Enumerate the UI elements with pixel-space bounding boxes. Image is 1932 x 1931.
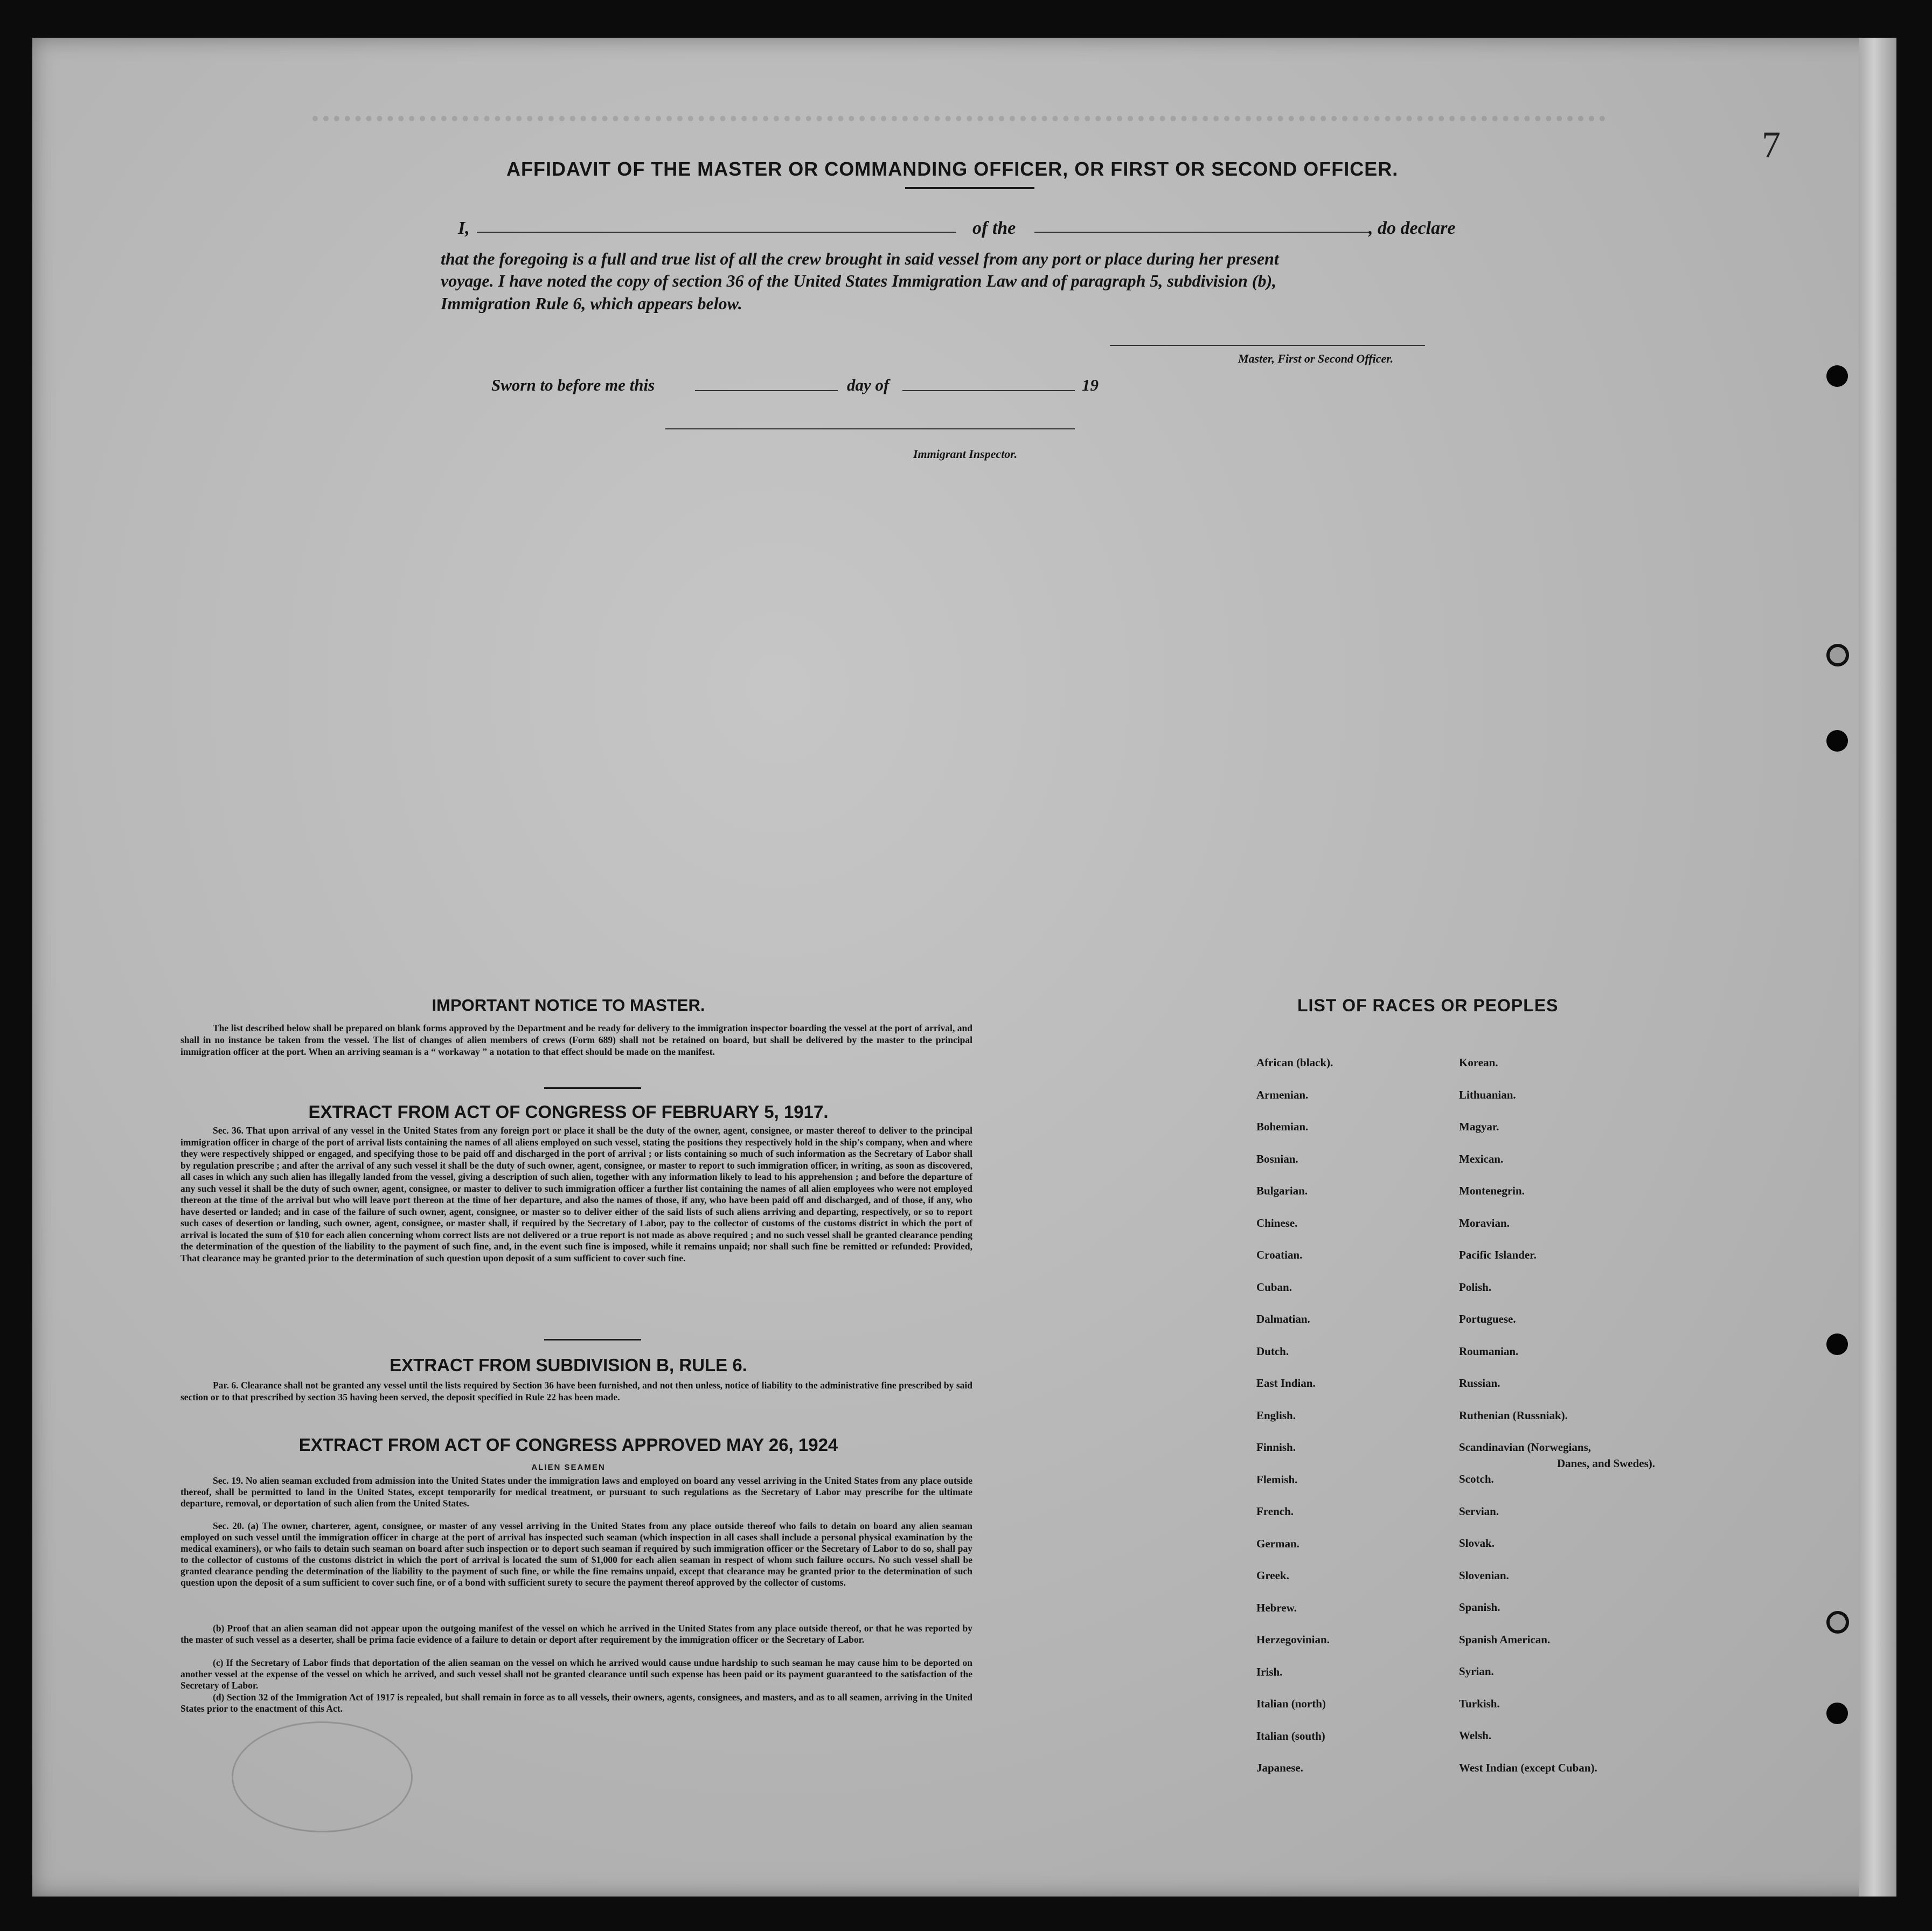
extract-1917-title: EXTRACT FROM ACT OF CONGRESS OF FEBRUARY 5, 1917.	[308, 1102, 829, 1122]
race-item: Italian (south)	[1256, 1729, 1325, 1742]
inspector-signature-field[interactable]	[665, 428, 1075, 429]
race-item: Croatian.	[1256, 1248, 1303, 1261]
race-item: Greek.	[1256, 1569, 1289, 1582]
notice-text: The list described below shall be prepared on blank forms approved by the Department and be ready for delivery to the immigration inspector boarding the vessel at the port of arrival, and shall in no instance be taken from the vessel. The list of changes of alien members of crews (Form 689) shall not be retained on board, but shall be delivered by the master to the principal immigration officer at the port. When an arriving seaman is a “ workaway ” a notation to that effect should be made on the manifest.	[180, 1023, 972, 1057]
race-item: Bulgarian.	[1256, 1184, 1308, 1197]
race-item: Welsh.	[1459, 1729, 1492, 1742]
race-item: Montenegrin.	[1459, 1184, 1525, 1197]
divider	[544, 1087, 641, 1089]
extract-1924-paragraph: (d) Section 32 of the Immigration Act of 1917 is repealed, but shall remain in force as to all vessels, their owners, agents, consignees, and masters, and as to all seamen, arriving in the United States prior to the enactment of this Act.	[180, 1692, 972, 1714]
binder-hole	[1826, 644, 1849, 666]
extract-1924-title: EXTRACT FROM ACT OF CONGRESS APPROVED MAY 26, 1924	[298, 1435, 838, 1455]
race-item: Russian.	[1459, 1377, 1500, 1390]
race-item: Mexican.	[1459, 1152, 1504, 1165]
binder-hole	[1826, 730, 1848, 752]
race-item: East Indian.	[1256, 1377, 1316, 1390]
race-item: Armenian.	[1256, 1088, 1309, 1101]
race-item: Slovak.	[1459, 1537, 1495, 1550]
race-item: Scandinavian (Norwegians,	[1459, 1441, 1592, 1454]
sworn-day-label: day of	[847, 376, 889, 394]
affidavit-title: AFFIDAVIT OF THE MASTER OR COMMANDING OFFICER, OR FIRST OR SECOND OFFICER.	[506, 158, 1399, 180]
race-item: French.	[1256, 1505, 1294, 1518]
sworn-date-field[interactable]	[695, 390, 838, 391]
bleed-through	[312, 116, 1606, 148]
extract-1924-paragraph: Sec. 20. (a) The owner, charterer, agent, consignee, or master of any vessel arriving in the United States from any place outside thereof who fails to detain on board any alien seaman employed on such vessel until the immigration officer in charge at the port of arrival has inspected such seaman (which inspection in all cases shall include a personal physical examination by the medical examiners), or who fails to detain such seaman on board after such inspection or to deport such seaman if required by such immigration officer or the Secretary of Labor to do so, shall pay to the collector of customs of the customs district in which the port of arrival is located the sum of $1,000 for each alien seaman in respect of whom such failure occurs. No such vessel shall be granted clearance pending the determination of the liability to the payment of such fine, or while the fine remains unpaid, except that clearance may be granted prior to the determination of such question upon the deposit of a sum sufficient to cover such fine, or of a bond with sufficient surety to secure the payment thereof approved by the collector of customs.	[180, 1520, 972, 1588]
inspector-signature-label: Immigrant Inspector.	[913, 447, 1018, 461]
race-item: Scotch.	[1459, 1472, 1494, 1485]
race-item: Lithuanian.	[1459, 1088, 1516, 1101]
notice-title: IMPORTANT NOTICE TO MASTER.	[432, 996, 705, 1015]
extract-1924-paragraph: (b) Proof that an alien seaman did not appear upon the outgoing manifest of the vessel on which he arrived in the United States from any place outside thereof, or that he was reported by the master of such vessel as a deserter, shall be prima facie evidence of a failure to detain or deport after requirement by the immigration officer or the Secretary of Labor.	[180, 1623, 972, 1645]
race-item: Dalmatian.	[1256, 1312, 1310, 1325]
race-item: Spanish.	[1459, 1601, 1500, 1614]
master-signature-label: Master, First or Second Officer.	[1238, 352, 1394, 365]
race-item: Herzegovinian.	[1256, 1633, 1330, 1646]
race-item: Pacific Islander.	[1459, 1248, 1537, 1261]
races-title: LIST OF RACES OR PEOPLES	[1297, 996, 1559, 1015]
divider	[905, 187, 1034, 189]
race-item: German.	[1256, 1537, 1299, 1550]
race-item: Syrian.	[1459, 1665, 1494, 1678]
race-item: Polish.	[1459, 1280, 1492, 1294]
race-item: Moravian.	[1459, 1216, 1510, 1230]
race-item: Finnish.	[1256, 1441, 1296, 1454]
affidavit-body-line: that the foregoing is a full and true list of all the crew brought in said vessel from any port or place during her present	[441, 249, 1279, 268]
affidavit-declare-label: , do declare	[1368, 218, 1456, 238]
vessel-field[interactable]	[1034, 232, 1368, 233]
race-item: Slovenian.	[1459, 1568, 1509, 1582]
name-field[interactable]	[477, 232, 956, 233]
extract-1924-subtitle: ALIEN SEAMEN	[531, 1463, 606, 1472]
race-item: African (black).	[1256, 1056, 1333, 1069]
race-item: Portuguese.	[1459, 1312, 1516, 1325]
affidavit-body-line: Immigration Rule 6, which appears below.	[441, 294, 742, 313]
race-item: Magyar.	[1459, 1120, 1499, 1133]
race-item: Chinese.	[1256, 1216, 1298, 1230]
affidavit-body-line: voyage. I have noted the copy of section 36 of the United States Immigration Law and of paragraph 5, subdivision (b),	[441, 271, 1277, 290]
race-item: Servian.	[1459, 1504, 1499, 1518]
extract-1924-paragraph: (c) If the Secretary of Labor finds that deportation of the alien seaman on the vessel on which he arrived would cause undue hardship to such seaman he may cause him to be deported on another vessel at the expense of the vessel on which he arrived, and such vessel shall not be granted clearance until such expense has been paid or its payment guaranteed to the satisfaction of the Secretary of Labor.	[180, 1657, 972, 1691]
race-item: Japanese.	[1256, 1761, 1303, 1774]
race-item: Dutch.	[1256, 1344, 1289, 1358]
race-item: Bohemian.	[1256, 1120, 1309, 1133]
affidavit-i-label: I,	[458, 218, 470, 238]
sworn-month-field[interactable]	[902, 390, 1075, 391]
race-item: Spanish American.	[1459, 1633, 1551, 1646]
binder-hole	[1826, 1611, 1849, 1634]
race-item: Korean.	[1459, 1056, 1498, 1069]
affidavit-of-label: of the	[972, 218, 1016, 238]
race-item: Bosnian.	[1256, 1152, 1298, 1165]
race-item: Flemish.	[1256, 1472, 1298, 1486]
binder-hole	[1826, 1703, 1848, 1724]
faded-stamp	[232, 1721, 413, 1832]
binder-hole	[1826, 365, 1848, 387]
race-item: Italian (north)	[1256, 1697, 1326, 1710]
divider	[544, 1339, 641, 1340]
race-item: Turkish.	[1459, 1697, 1500, 1710]
race-item: Ruthenian (Russniak).	[1459, 1408, 1568, 1422]
extract-1924-paragraph: Sec. 19. No alien seaman excluded from admission into the United States under the immigration laws and employed on board any vessel arriving in the United States from any place outside thereof, shall be permitted to land in the United States, except temporarily for medical treatment, or pursuant to such regulations as the Secretary of Labor may prescribe for the ultimate departure, removal, or deportation of such alien from the United States.	[180, 1475, 972, 1509]
corner-mark: 7	[1762, 124, 1781, 166]
race-item: Danes, and Swedes).	[1557, 1457, 1656, 1470]
race-item: Hebrew.	[1256, 1601, 1297, 1614]
sworn-year-label: 19	[1082, 376, 1099, 394]
extract-rule6-title: EXTRACT FROM SUBDIVISION B, RULE 6.	[390, 1355, 747, 1375]
race-item: West Indian (except Cuban).	[1459, 1761, 1597, 1774]
binder-hole	[1826, 1333, 1848, 1355]
master-signature-field[interactable]	[1110, 345, 1425, 346]
sworn-label: Sworn to before me this	[491, 376, 655, 394]
race-item: Roumanian.	[1459, 1344, 1519, 1358]
page-edge	[1859, 38, 1896, 1897]
document-sheet	[32, 38, 1896, 1897]
extract-1917-text: Sec. 36. That upon arrival of any vessel in the United States from any foreign port or place it shall be the duty of the owner, agent, consignee, or master thereof to deliver to the principal immigration officer in charge of the port of arrival lists containing the names of all aliens employed on such vessel, stating the positions they respectively hold in the ship's company, when and where they were respectively shipped or engaged, and specifying those to be paid off and discharged in the port of arrival ; or lists containing so much of such information as the Secretary of Labor shall by regulation prescribe ; and after the arrival of any such vessel it shall be the duty of such owner, agent, consignee, or master to report to such immigration officer, in writing, as soon as discovered, all cases in which any such alien has illegally landed from the vessel, giving a description of such alien, together with any information likely to lead to his apprehension ; and before the departure of any such vessel it shall be the duty of such owner, agent, consignee, or master to deliver to such immigration officer a further list containing the names of all alien employees who were not employed thereon at the time of the arrival but who will leave port thereon at the time of her departure, and also the names of those, if any, who have been paid off and discharged, and of those, if any, who have deserted or landed; and in case of the failure of such owner, agent, consignee, or master so to deliver either of the said lists of such aliens arriving and departing, respectively, or so to report such cases of desertion or landing, such owner, agent, consignee, or master shall, if required by the Secretary of Labor, pay to the collector of customs of the customs district in which the port of arrival is located the sum of $10 for each alien concerning whom correct lists are not delivered or a true report is not made as above required ; and no such vessel shall be granted clearance pending the determination of the question of the liability to the payment of such fine, and, in the event such fine is imposed, while it remains unpaid; nor shall such fine be remitted or refunded: Provided, That clearance may be granted prior to the determination of such question upon deposit of a sum sufficient to cover such fine.	[180, 1125, 972, 1263]
race-item: Cuban.	[1256, 1280, 1292, 1294]
race-item: Irish.	[1256, 1665, 1283, 1678]
race-item: English.	[1256, 1408, 1296, 1422]
extract-rule6-text: Par. 6. Clearance shall not be granted any vessel until the lists required by Section 36 have been furnished, and not then unless, notice of liability to the administrative fine prescribed by said section or to that prescribed by section 35 having been served, the deposit specified in Rule 22 has been made.	[180, 1380, 972, 1402]
